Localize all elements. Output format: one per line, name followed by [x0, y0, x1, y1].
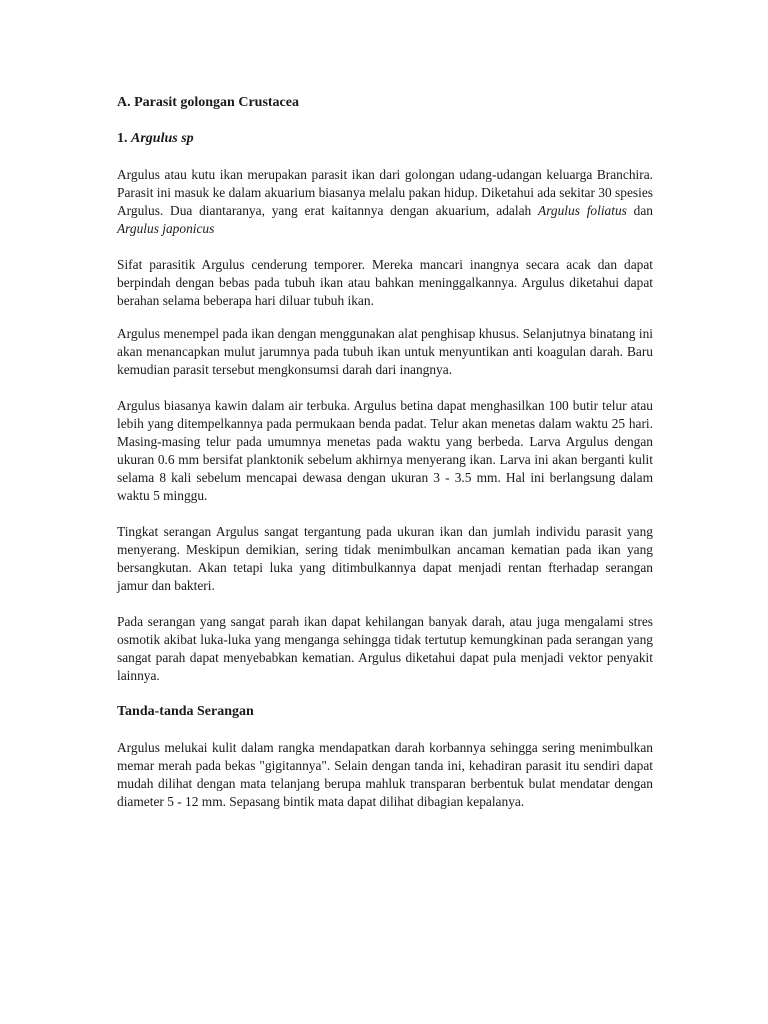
species-connector: dan	[626, 203, 653, 218]
section-title: A. Parasit golongan Crustacea	[117, 95, 299, 110]
paragraph-severe-attack: Pada serangan yang sangat parah ikan dapat kehilangan banyak darah, atau juga mengalami stres osmotik akibat luka-luka yang menganga sehingga tidak tertutup kemungkinan pada serangan yang sangat parah dapat menyebabkan kematian. Argulus diketahui dapat pula menjadi vektor penyakit lainnya.	[117, 614, 653, 683]
document-body	[117, 94, 653, 829]
paragraph-intro-text: Argulus atau kutu ikan merupakan parasit ikan dari golongan udang-udangan keluarga Branchira. Parasit ini masuk ke dalam akuarium biasanya melalu pakan hidup. Diketahui ada sekitar 30 spesies Argulus. Dua diantaranya, yang erat kaitannya dengan akuarium, adalah	[117, 167, 653, 218]
paragraph-parasitic-nature: Sifat parasitik Argulus cenderung temporer. Mereka mancari inangnya secara acak dan dapat berpindah dengan bebas pada tubuh ikan atau bahkan meninggalkannya. Argulus diketahui dapat berahan selama beberapa hari diluar tubuh ikan.	[117, 257, 653, 308]
paragraph-reproduction: Argulus biasanya kawin dalam air terbuka. Argulus betina dapat menghasilkan 100 butir telur atau lebih yang ditempelkannya pada permukaan benda padat. Telur akan menetas dalam waktu 25 hari. Masing-masing telur pada umumnya menetas pada waktu yang berbeda. Larva Argulus dengan ukuran 0.6 mm bersifat planktonik sebelum akhirnya menyerang ikan. Larva ini akan berganti kulit selama 8 kali sebelum mencapai dewasa dengan ukuran 3 - 3.5 mm. Hal ini berlangsung dalam waktu 5 minggu.	[117, 398, 653, 503]
signs-heading: Tanda-tanda Serangan	[117, 704, 254, 719]
paragraph-attack-level: Tingkat serangan Argulus sangat tergantung pada ukuran ikan dan jumlah individu parasit yang menyerang. Meskipun demikian, sering tidak menimbulkan ancaman kematian pada ikan yang bersangkutan. Akan tetapi luka yang ditimbulkannya dapat menjadi rentan fterhadap serangan jamur dan bakteri.	[117, 524, 653, 593]
subsection-species: Argulus sp	[131, 131, 194, 146]
paragraph-intro	[117, 166, 653, 238]
paragraph-signs: Argulus melukai kulit dalam rangka mendapatkan darah korbannya sehingga sering menimbulkan memar merah pada bekas "gigitannya". Selain dengan tanda ini, kehadiran parasit itu sendiri dapat mudah dilihat dengan mata telanjang berupa mahluk transparan berbentuk bulat mendatar dengan diameter 5 - 12 mm. Sepasang bintik mata dapat dilihat dibagian kepalanya.	[117, 740, 653, 809]
species-japonicus: Argulus japonicus	[117, 221, 215, 236]
subsection-number: 1.	[117, 131, 128, 146]
paragraph-attachment: Argulus menempel pada ikan dengan menggunakan alat penghisap khusus. Selanjutnya binatang ini akan menancapkan mulut jarumnya pada tubuh ikan untuk menyuntikan anti koagulan darah. Baru kemudian parasit tersebut mengkonsumsi darah dari inangnya.	[117, 326, 653, 377]
species-foliatus: Argulus foliatus	[538, 203, 627, 218]
subsection-title	[117, 130, 653, 148]
